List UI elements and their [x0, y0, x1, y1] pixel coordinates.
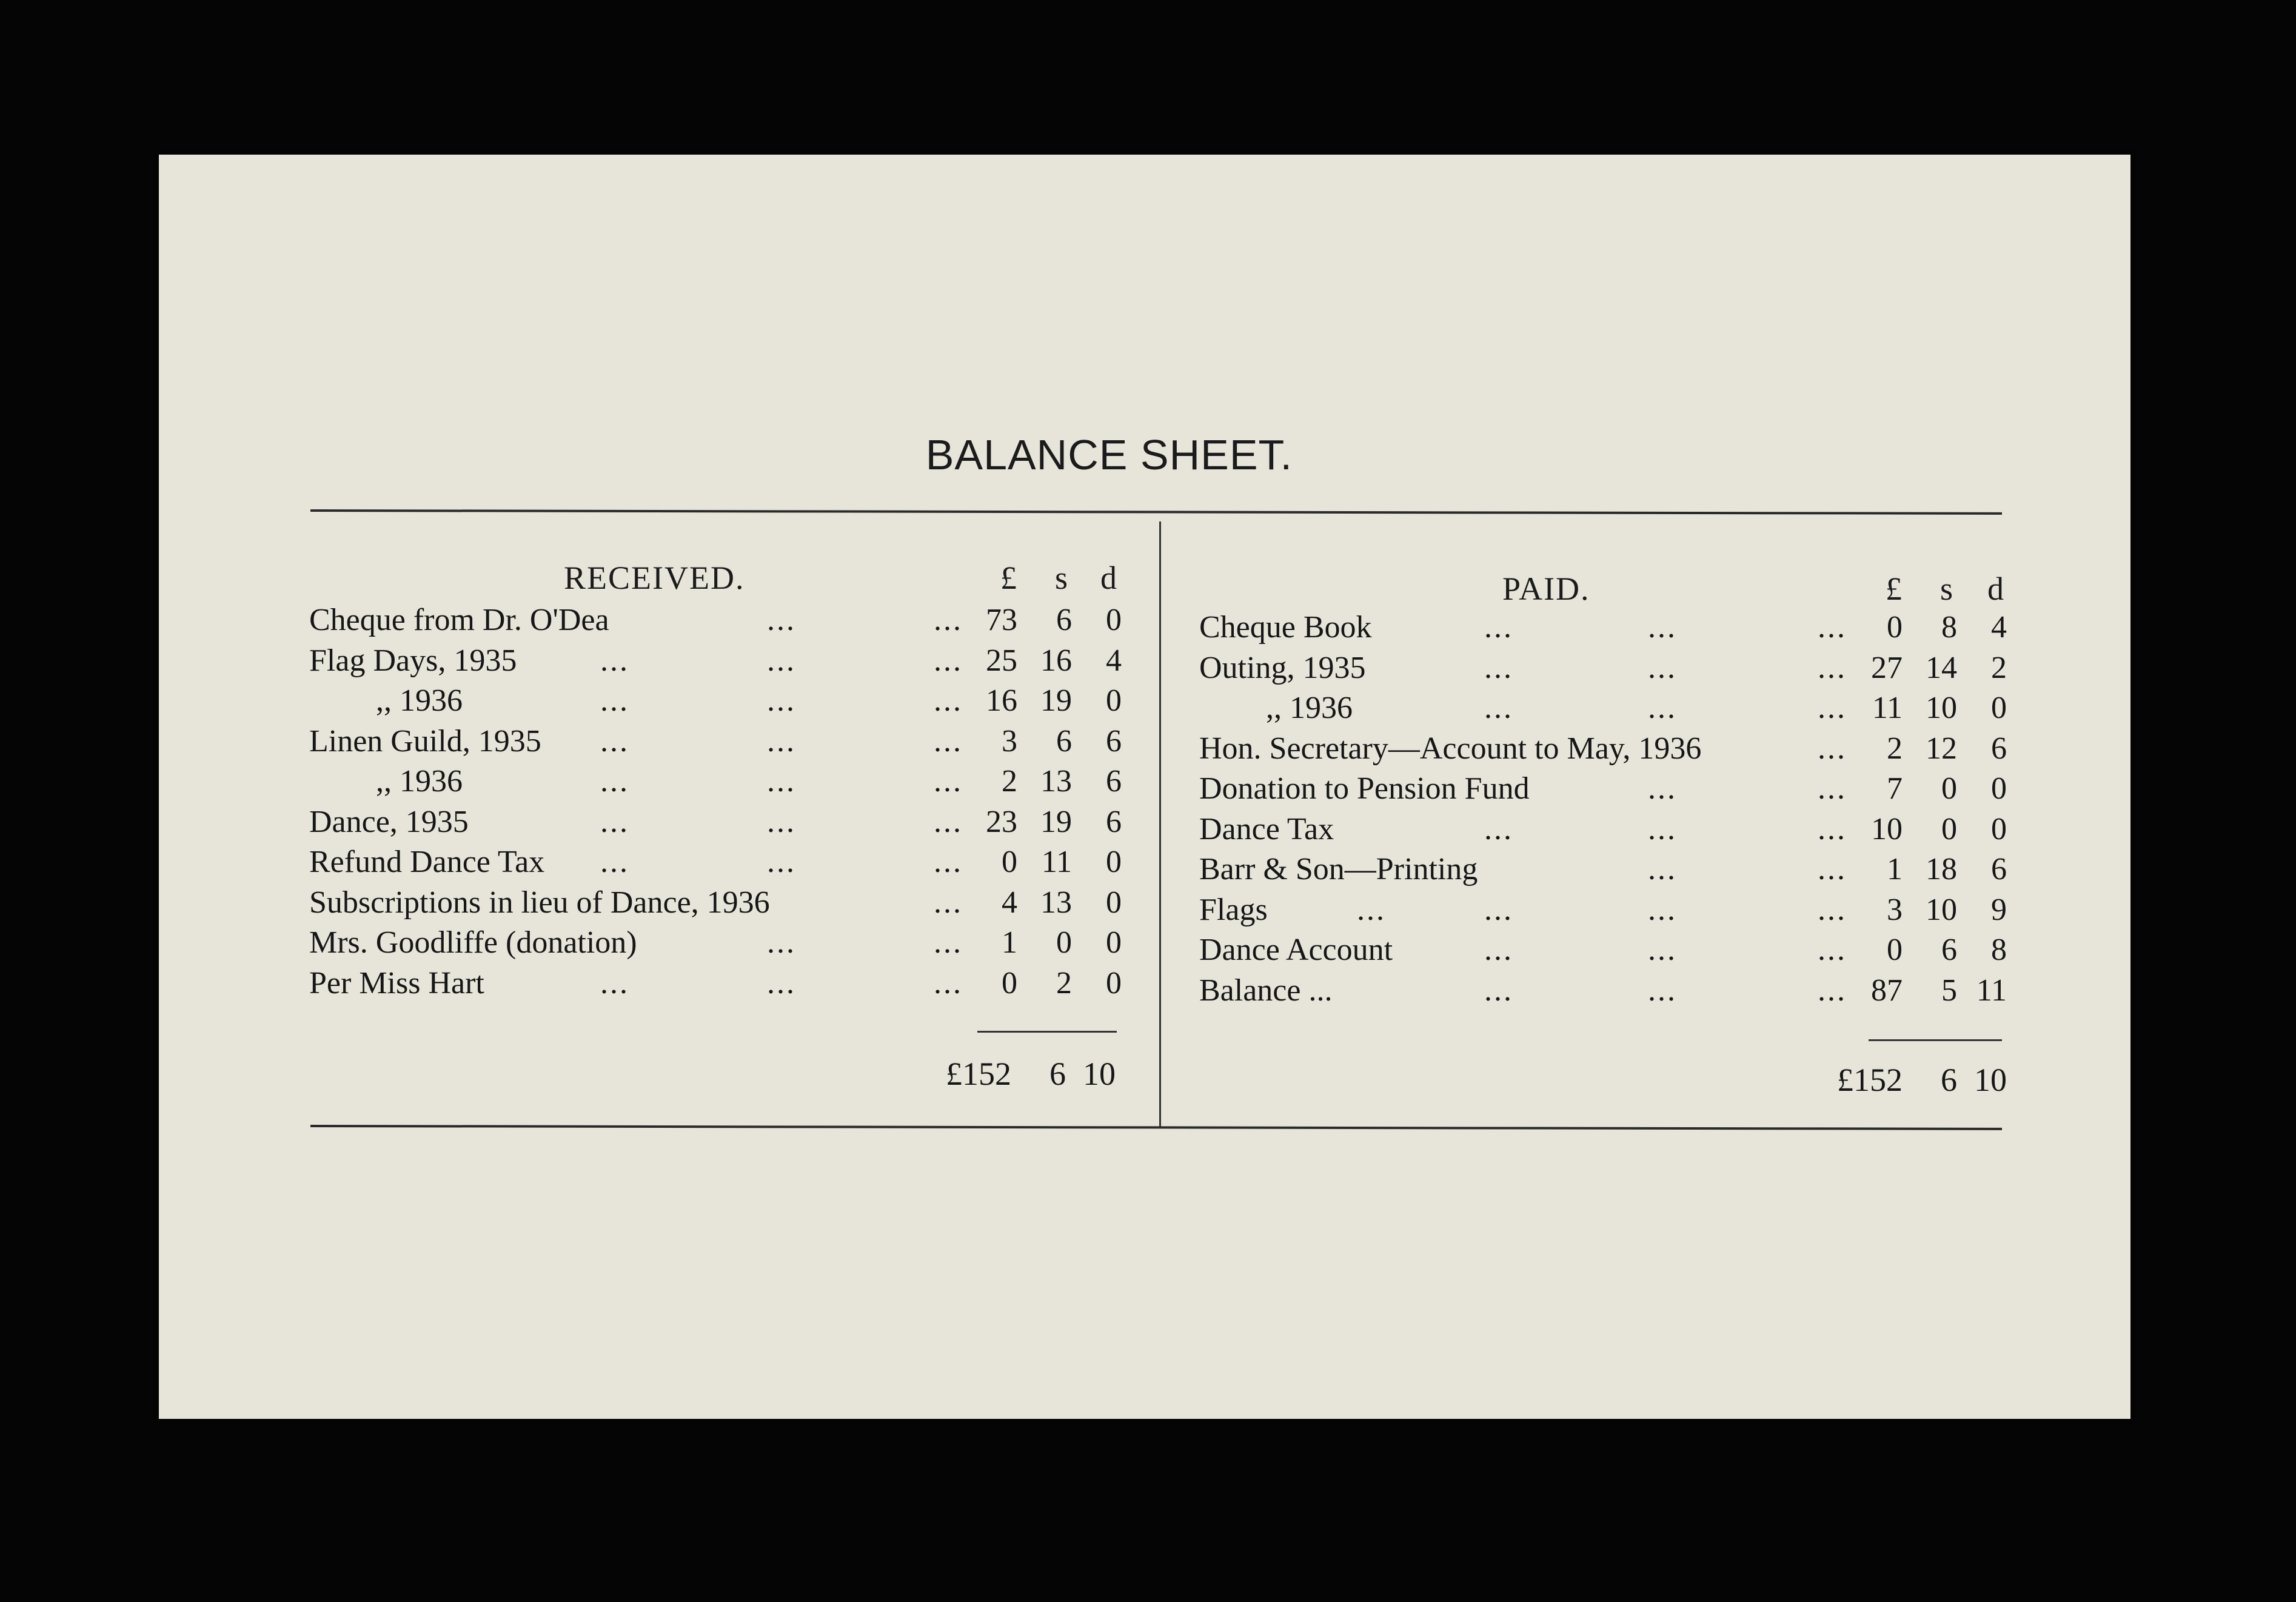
- received-row-dots-2: ...: [934, 603, 963, 637]
- paid-row-pence: 6: [1991, 852, 2007, 886]
- paid-sum-line: [1869, 1039, 2002, 1041]
- paid-row-pence: 0: [1991, 771, 2007, 806]
- received-row-pence: 0: [1106, 925, 1122, 960]
- received-row-label: Refund Dance Tax: [309, 845, 545, 879]
- received-row-pounds: 0: [1002, 845, 1017, 879]
- received-row-label: Mrs. Goodliffe (donation): [309, 925, 637, 960]
- paid-row-pounds: 2: [1887, 731, 1903, 766]
- paid-row-dots-1: ...: [1648, 811, 1677, 846]
- received-row-pounds: 73: [986, 603, 1017, 637]
- received-row-label: Cheque from Dr. O'Dea: [309, 603, 609, 637]
- paid-total-pounds: £152: [1837, 1062, 1903, 1098]
- paid-row-pence: 0: [1991, 811, 2007, 846]
- received-row-dots-0: ...: [600, 683, 629, 718]
- received-row-shillings: 19: [1040, 683, 1072, 718]
- paid-row-label: Cheque Book: [1199, 610, 1372, 645]
- paid-row-pounds: 0: [1887, 610, 1903, 645]
- paid-row-dots-0: ...: [1484, 892, 1513, 927]
- paid-row-dots-1: ...: [1648, 852, 1677, 886]
- paid-total-pence: 10: [1974, 1062, 2007, 1098]
- paid-row-dots-0b: ...: [1357, 892, 1386, 927]
- paid-heading: PAID.: [1502, 571, 1590, 607]
- received-row-label: Subscriptions in lieu of Dance, 1936: [309, 885, 770, 920]
- received-row-dots-1: ...: [767, 845, 796, 879]
- received-total-shillings: 6: [1049, 1056, 1066, 1092]
- paid-row-pounds: 11: [1872, 691, 1903, 725]
- page-title: BALANCE SHEET.: [925, 431, 1293, 478]
- paid-row-shillings: 8: [1941, 610, 1957, 645]
- received-row-label: ,, 1936: [376, 683, 463, 718]
- received-row: [309, 883, 1158, 923]
- received-row-dots-2: ...: [934, 643, 963, 678]
- paid-row-dots-0: ...: [1484, 933, 1513, 967]
- received-row-shillings: 2: [1056, 965, 1072, 1000]
- received-row-dots-0: ...: [600, 804, 629, 839]
- paid-row-shillings: 18: [1926, 852, 1957, 886]
- paid-row: [1199, 850, 2043, 890]
- received-heading: RECEIVED.: [564, 560, 745, 596]
- received-row-dots-0: ...: [600, 723, 629, 759]
- received-row-shillings: 13: [1040, 885, 1072, 920]
- paid-row-label: Hon. Secretary—Account to May, 1936: [1199, 731, 1702, 766]
- received-row-pounds: 0: [1002, 965, 1017, 1000]
- paid-pounds-header: £: [1886, 571, 1903, 607]
- received-row-shillings: 13: [1040, 764, 1072, 799]
- received-row: [309, 762, 1158, 802]
- paid-row-shillings: 5: [1941, 973, 1957, 1008]
- paid-row-dots-1: ...: [1648, 610, 1677, 645]
- received-row-dots-1: ...: [767, 723, 796, 759]
- paid-row: [1199, 890, 2043, 930]
- received-row-label: Per Miss Hart: [309, 965, 484, 1000]
- received-row: [309, 641, 1158, 681]
- paid-row-dots-2: ...: [1818, 973, 1847, 1008]
- paid-row-shillings: 10: [1926, 892, 1957, 927]
- received-row-pounds: 16: [986, 683, 1017, 718]
- received-pounds-header: £: [1000, 560, 1018, 596]
- paid-row-shillings: 12: [1926, 731, 1957, 766]
- received-row: [309, 964, 1158, 1004]
- paid-row: [1199, 729, 2043, 769]
- received-row-pence: 0: [1106, 885, 1122, 920]
- received-row: [309, 842, 1158, 882]
- paid-row: [1199, 930, 2043, 970]
- paid-row-dots-2: ...: [1818, 731, 1847, 766]
- received-row-label: ,, 1936: [376, 764, 463, 799]
- received-row-pounds: 3: [1002, 723, 1017, 759]
- paid-row: [1199, 608, 2043, 648]
- received-row-dots-1: ...: [767, 965, 796, 1000]
- received-row-dots-0: ...: [600, 845, 629, 879]
- received-row-shillings: 19: [1040, 804, 1072, 839]
- paid-row-label: Donation to Pension Fund: [1199, 771, 1530, 806]
- paid-row-pence: 11: [1976, 973, 2007, 1008]
- paid-row-shillings: 6: [1941, 933, 1957, 967]
- received-row-dots-1: ...: [767, 643, 796, 678]
- received-row: [309, 681, 1158, 721]
- received-row-pounds: 1: [1002, 925, 1017, 960]
- paid-row-dots-1: ...: [1648, 892, 1677, 927]
- paid-row-pounds: 87: [1871, 973, 1903, 1008]
- paid-row-pence: 0: [1991, 691, 2007, 725]
- received-row-label: Flag Days, 1935: [309, 643, 517, 678]
- received-shillings-header: s: [1055, 560, 1069, 596]
- received-row-shillings: 6: [1056, 603, 1072, 637]
- received-row: [309, 722, 1158, 762]
- received-pence-header: d: [1100, 560, 1118, 596]
- paid-row-pence: 8: [1991, 933, 2007, 967]
- paid-row-pence: 2: [1991, 650, 2007, 685]
- paid-row-label: Balance ...: [1199, 973, 1333, 1008]
- paid-row: [1199, 769, 2043, 809]
- paid-row-shillings: 10: [1926, 691, 1957, 725]
- received-row-dots-1: ...: [767, 925, 796, 960]
- paid-row-shillings: 0: [1941, 771, 1957, 806]
- received-row-dots-0: ...: [600, 965, 629, 1000]
- received-row-dots-2: ...: [934, 965, 963, 1000]
- paid-row-pence: 6: [1991, 731, 2007, 766]
- received-row: [309, 802, 1158, 842]
- received-row-dots-2: ...: [934, 804, 963, 839]
- paid-row-label: Dance Account: [1199, 933, 1393, 967]
- received-row-dots-2: ...: [934, 885, 963, 920]
- paid-row-dots-1: ...: [1648, 933, 1677, 967]
- paid-total-shillings: 6: [1941, 1062, 1957, 1098]
- paid-row: [1199, 688, 2043, 728]
- received-total-pence: 10: [1083, 1056, 1116, 1092]
- received-row: [309, 923, 1158, 963]
- paid-pence-header: d: [1987, 571, 2005, 607]
- received-row-shillings: 6: [1056, 723, 1072, 759]
- received-row-shillings: 11: [1041, 845, 1072, 879]
- received-row-pounds: 4: [1002, 885, 1017, 920]
- paid-row-label: Outing, 1935: [1199, 650, 1366, 685]
- received-row-pence: 0: [1106, 845, 1122, 879]
- received-row-dots-1: ...: [767, 683, 796, 718]
- received-row: [309, 600, 1158, 640]
- paid-row-dots-1: ...: [1648, 973, 1677, 1008]
- received-sum-line: [977, 1031, 1117, 1033]
- received-row-pounds: 25: [986, 643, 1017, 678]
- received-row-dots-2: ...: [934, 845, 963, 879]
- received-row-dots-0: ...: [600, 764, 629, 799]
- received-row-pence: 0: [1106, 965, 1122, 1000]
- paid-row-pounds: 3: [1887, 892, 1903, 927]
- received-row-pence: 6: [1106, 764, 1122, 799]
- received-row-dots-0: ...: [600, 643, 629, 678]
- received-row-dots-2: ...: [934, 925, 963, 960]
- received-row-dots-2: ...: [934, 764, 963, 799]
- received-total-pounds: £152: [946, 1056, 1011, 1092]
- paid-row-dots-0: ...: [1484, 691, 1513, 725]
- paid-row-dots-2: ...: [1818, 933, 1847, 967]
- paid-row-pounds: 27: [1871, 650, 1903, 685]
- paid-shillings-header: s: [1940, 571, 1955, 607]
- paid-row-pence: 4: [1991, 610, 2007, 645]
- paid-row-dots-2: ...: [1818, 610, 1847, 645]
- paid-row-pence: 9: [1991, 892, 2007, 927]
- paid-row-label: Dance Tax: [1199, 811, 1334, 846]
- paid-row-shillings: 0: [1941, 811, 1957, 846]
- received-row-pence: 4: [1106, 643, 1122, 678]
- paid-row-pounds: 1: [1887, 852, 1903, 886]
- paid-total: [0, 1061, 2043, 1101]
- received-row-shillings: 16: [1040, 643, 1072, 678]
- paid-row-dots-0: ...: [1484, 811, 1513, 846]
- received-row-label: Linen Guild, 1935: [309, 723, 541, 759]
- received-row-pence: 0: [1106, 683, 1122, 718]
- paid-row-dots-0: ...: [1484, 973, 1513, 1008]
- paid-row-dots-1: ...: [1648, 691, 1677, 725]
- paid-row-dots-2: ...: [1818, 811, 1847, 846]
- paid-row-dots-2: ...: [1818, 691, 1847, 725]
- received-row-dots-1: ...: [767, 603, 796, 637]
- paid-row-dots-2: ...: [1818, 852, 1847, 886]
- paid-row-pounds: 7: [1887, 771, 1903, 806]
- paid-row-dots-2: ...: [1818, 771, 1847, 806]
- paid-row-dots-2: ...: [1818, 650, 1847, 685]
- received-row-shillings: 0: [1056, 925, 1072, 960]
- paid-row-pounds: 10: [1871, 811, 1903, 846]
- paid-row-dots-0: ...: [1484, 610, 1513, 645]
- paid-row: [1199, 809, 2043, 850]
- received-row-dots-2: ...: [934, 683, 963, 718]
- paid-row: [1199, 971, 2043, 1011]
- received-row-pence: 0: [1106, 603, 1122, 637]
- received-row-pence: 6: [1106, 804, 1122, 839]
- paid-row-dots-0: ...: [1484, 650, 1513, 685]
- paid-row-label: ,, 1936: [1266, 691, 1353, 725]
- paid-row-dots-2: ...: [1818, 892, 1847, 927]
- paid-row-shillings: 14: [1926, 650, 1957, 685]
- paid-row-dots-1: ...: [1648, 771, 1677, 806]
- received-row-dots-2: ...: [934, 723, 963, 759]
- paid-row-dots-1: ...: [1648, 650, 1677, 685]
- received-row-dots-1: ...: [767, 804, 796, 839]
- received-row-pounds: 2: [1002, 764, 1017, 799]
- paid-row-pounds: 0: [1887, 933, 1903, 967]
- received-row-pounds: 23: [986, 804, 1017, 839]
- paid-row-label: Flags: [1199, 892, 1268, 927]
- received-row-pence: 6: [1106, 723, 1122, 759]
- paid-row-label: Barr & Son—Printing: [1199, 852, 1478, 886]
- column-divider: [1159, 521, 1161, 1127]
- received-row-label: Dance, 1935: [309, 804, 469, 839]
- paid-row: [1199, 648, 2043, 688]
- received-row-dots-1: ...: [767, 764, 796, 799]
